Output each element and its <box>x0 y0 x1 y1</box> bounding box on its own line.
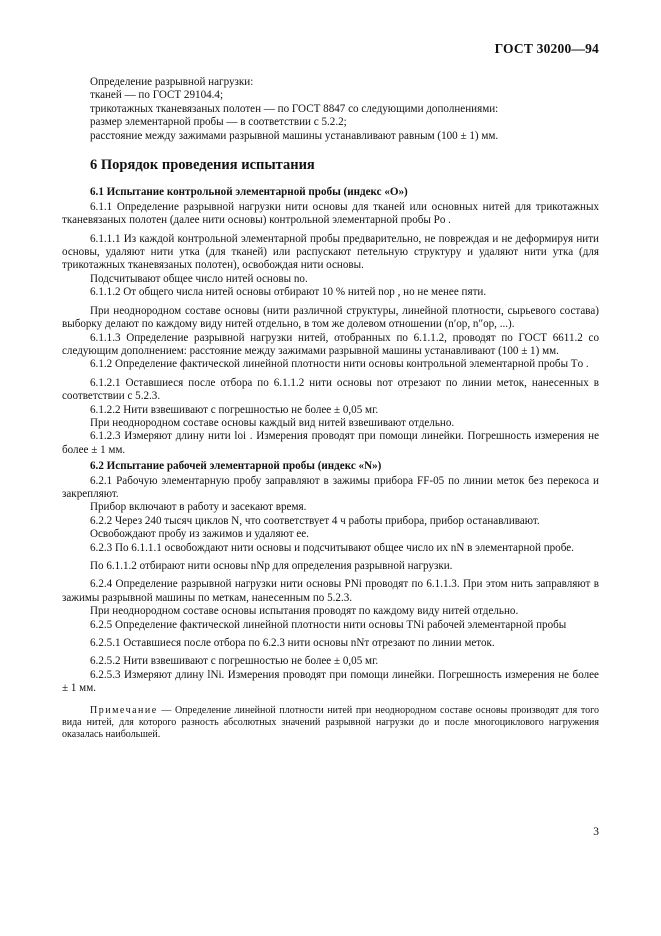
paragraph: Освобождают пробу из зажимов и удаляют ее. <box>90 528 309 541</box>
paragraph: 6.1.1 Определение разрывной нагрузки нити основы для тканей или основных нитей для трикотажных тканевязаных полотен (далее нити основы) контрольной элементарной пробы Pо . <box>62 200 599 227</box>
paragraph: 6.1.2.2 Нити взвешивают с погрешностью не более ± 0,05 мг. <box>90 403 379 416</box>
paragraph: 6.1.2.1 Оставшиеся после отбора по 6.1.1.2 нити основы nот отрезают по линии меток, нанесенных в соответствии с 5.2.3. <box>62 376 599 403</box>
paragraph: 6.2.2 Через 240 тысяч циклов N, что соответствует 4 ч работы прибора, прибор останавливают. <box>90 514 540 527</box>
paragraph: 6.1.1.3 Определение разрывной нагрузки нитей, отобранных по 6.1.1.2, проводят по ГОСТ 6611.2 со следующим дополнением: расстояние между зажимами разрывной машины устанавливают (100 ± 1) мм. <box>62 331 599 357</box>
subsection-heading: 6.1 Испытание контрольной элементарной пробы (индекс «О») <box>90 186 408 199</box>
note-text: — Определение линейной плотности нитей при неоднородном составе основы производят для того вида нитей, для которого разность абсолютных значений разрывной нагрузки до и после многоциклового нагружения оказалась наибольшей. <box>62 704 599 740</box>
paragraph: 6.2.5.3 Измеряют длину lNi. Измерения проводят при помощи линейки. Погрешность измерения не более ± 1 мм. <box>62 668 599 695</box>
paragraph: 6.2.1 Рабочую элементарную пробу заправляют в зажимы прибора FF-05 по линии меток без перекоса и закрепляют. <box>62 474 599 500</box>
paragraph: 6.2.5.1 Оставшиеся после отбора по 6.2.3 нити основы nNт отрезают по линии меток. <box>90 637 495 650</box>
subsection-heading: 6.2 Испытание рабочей элементарной пробы (индекс «N») <box>90 460 382 473</box>
intro-line: Определение разрывной нагрузки: <box>90 76 254 88</box>
intro-line: размер элементарной пробы — в соответствии с 5.2.2; <box>90 116 347 129</box>
paragraph: 6.2.4 Определение разрывной нагрузки нити основы PNi проводят по 6.1.1.3. При этом нить заправляют в зажимы разрывной машины по меткам, нанесенным по 5.2.3. <box>62 578 599 604</box>
paragraph: 6.1.2 Определение фактической линейной плотности нити основы контрольной элементарной пробы Tо . <box>90 358 589 371</box>
paragraph: По 6.1.1.2 отбирают нити основы nNр для определения разрывной нагрузки. <box>90 560 453 572</box>
intro-line: трикотажных тканевязаных полотен — по ГОСТ 8847 со следующими дополнениями: <box>90 102 499 115</box>
paragraph: При неоднородном составе основы каждый вид нитей взвешивают отдельно. <box>90 416 455 429</box>
document-code: ГОСТ 30200—94 <box>494 41 599 56</box>
paragraph: 6.2.5 Определение фактической линейной плотности нити основы TNi рабочей элементарной пробы <box>90 618 567 631</box>
note <box>62 705 599 741</box>
paragraph: При неоднородном составе основы испытания проводят по каждому виду нитей отдельно. <box>90 605 519 618</box>
paragraph: При неоднородном составе основы (нити различной структуры, линейной плотности, сырьевого состава) выборку делают по каждому виду нитей отдельно, в том же долевом отношении (n′ор, n″ор, ...). <box>62 304 599 331</box>
paragraph: 6.1.1.1 Из каждой контрольной элементарной пробы предварительно, не повреждая и не деформируя нити основы, удаляют нити утка (для тканей) или распускают петельную структуру и удаляют нити утка (для трикотажных тканевязаных полотен), освобождая нити основы. <box>62 232 599 272</box>
page-body <box>62 76 599 741</box>
page-number: 3 <box>593 826 599 838</box>
note-label: Примечание <box>90 704 158 716</box>
paragraph: Подсчитывают общее число нитей основы nо. <box>90 272 308 285</box>
paragraph: 6.1.2.3 Измеряют длину нити lоi . Измерения проводят при помощи линейки. Погрешность измерения не более ± 1 мм. <box>62 430 599 456</box>
intro-line: расстояние между зажимами разрывной машины устанавливают равным (100 ± 1) мм. <box>90 129 499 142</box>
paragraph: 6.2.5.2 Нити взвешивают с погрешностью не более ± 0,05 мг. <box>90 655 379 668</box>
section-heading: 6 Порядок проведения испытания <box>90 157 315 174</box>
intro-line: тканей — по ГОСТ 29104.4; <box>90 89 224 102</box>
paragraph: 6.2.3 По 6.1.1.1 освобождают нити основы и подсчитывают общее число их nN в элементарной пробе. <box>90 541 574 554</box>
paragraph: 6.1.1.2 От общего числа нитей основы отбирают 10 % нитей nор , но не менее пяти. <box>90 286 487 299</box>
paragraph: Прибор включают в работу и засекают время. <box>90 501 307 514</box>
